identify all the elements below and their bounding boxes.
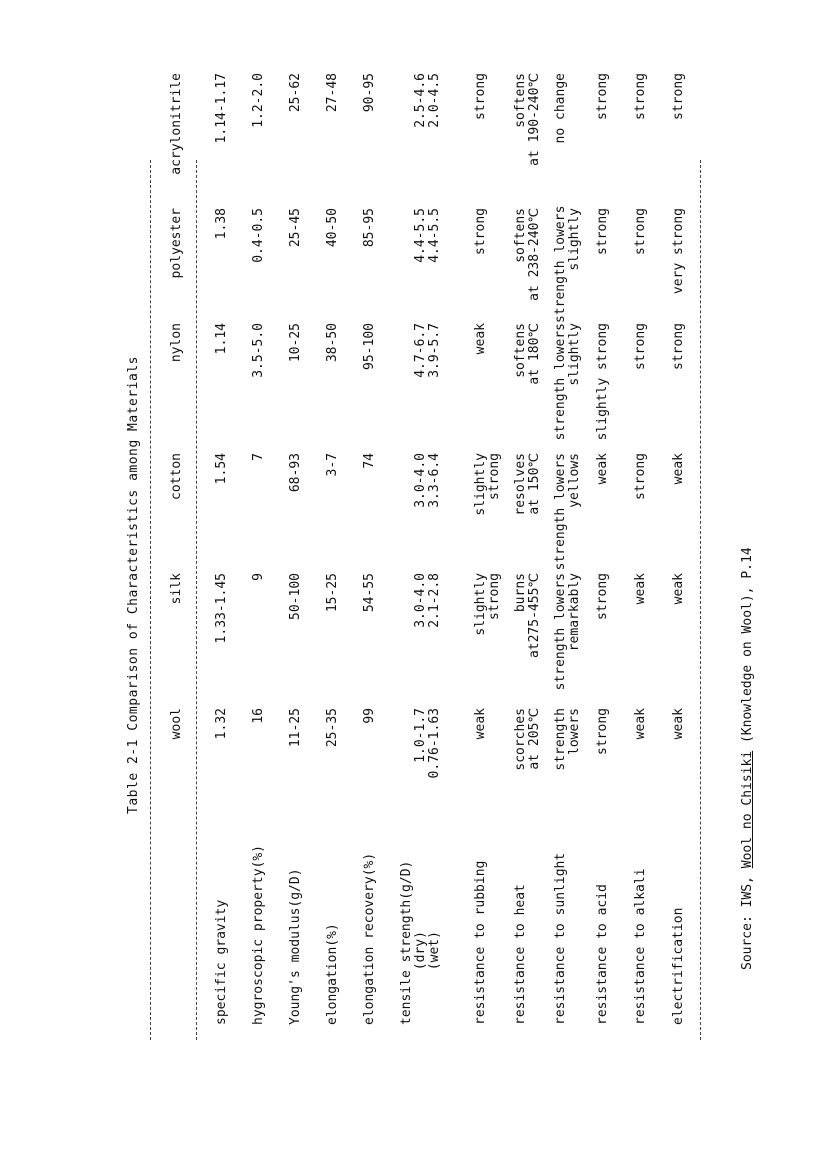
cell-acrylonitrile: 1.2-2.0 (251, 73, 266, 128)
row-label: tensile strength(g/D) (dry) (wet) (399, 860, 442, 1025)
cell-nylon: strong (671, 323, 686, 370)
cell-wool: weak (473, 708, 488, 740)
cell-nylon: 38-50 (325, 323, 340, 363)
cell-wool: strength lowers (553, 708, 582, 771)
cell-acrylonitrile: softens at 190-240℃ (513, 73, 542, 166)
cell-polyester: 85-95 (362, 208, 377, 248)
row-label: resistance to acid (595, 884, 610, 1025)
cell-silk: slightly strong (473, 573, 502, 636)
cell-nylon: 10-25 (288, 323, 303, 363)
cell-cotton: 7 (251, 453, 266, 461)
cell-acrylonitrile: 27-48 (325, 73, 340, 113)
col-header-nylon: nylon (169, 323, 184, 363)
row-label: resistance to rubbing (473, 860, 488, 1025)
cell-silk: weak (671, 573, 686, 605)
source-suffix: (Knowledge on Wool), P.14 (740, 547, 755, 751)
cell-cotton: 1.54 (214, 453, 229, 485)
row-label: Young's modulus(g/D) (288, 868, 303, 1025)
cell-acrylonitrile: no change (553, 73, 568, 144)
cell-cotton: resolves at 150℃ (513, 453, 542, 516)
cell-polyester: strong (473, 208, 488, 255)
title-rule (150, 160, 151, 1040)
cell-silk: burns at275-455℃ (513, 573, 542, 659)
row-label: specific gravity (214, 899, 229, 1025)
cell-wool: 1.32 (214, 708, 229, 740)
table-title: Table 2-1 Comparison of Characteristics among Materials (126, 356, 141, 814)
cell-silk: strong (595, 573, 610, 620)
cell-cotton: 3.0-4.0 3.3-6.4 (413, 453, 442, 508)
cell-polyester: 1.38 (214, 208, 229, 240)
cell-polyester: 25-45 (288, 208, 303, 248)
header-rule (196, 160, 197, 1040)
cell-polyester: strong (595, 208, 610, 255)
source-note (740, 547, 755, 970)
cell-wool: 1.0-1.7 0.76-1.63 (413, 708, 442, 779)
cell-nylon: strength lowers slightly (553, 323, 582, 441)
cell-polyester: softens at 238-240℃ (513, 208, 542, 301)
cell-nylon: softens at 180℃ (513, 323, 542, 385)
cell-polyester: very strong (671, 208, 686, 295)
col-header-cotton: cotton (169, 453, 184, 500)
cell-polyester: 0.4-0.5 (251, 208, 266, 263)
cell-wool: 16 (251, 708, 266, 724)
cell-acrylonitrile: strong (595, 73, 610, 120)
bottom-rule (700, 160, 701, 1040)
cell-silk: 50-100 (288, 573, 303, 620)
cell-nylon: strong (633, 323, 648, 370)
col-header-polyester: polyester (169, 208, 184, 279)
cell-silk: strength lowers remarkably (553, 573, 582, 691)
row-label: resistance to alkali (633, 868, 648, 1025)
cell-acrylonitrile: strong (671, 73, 686, 120)
row-label: elongation recovery(%) (362, 852, 377, 1025)
cell-acrylonitrile: 25-62 (288, 73, 303, 113)
cell-wool: 99 (362, 708, 377, 724)
cell-nylon: slightly strong (595, 323, 610, 441)
cell-polyester: 40-50 (325, 208, 340, 248)
cell-cotton: weak (595, 453, 610, 485)
source-prefix: Source: IWS, (740, 868, 755, 970)
cell-wool: scorches at 205℃ (513, 708, 542, 771)
cell-nylon: 3.5-5.0 (251, 323, 266, 378)
cell-silk: weak (633, 573, 648, 605)
cell-acrylonitrile: 2.5-4.6 2.0-4.5 (413, 73, 442, 128)
cell-wool: 25-35 (325, 708, 340, 748)
col-header-silk: silk (169, 573, 184, 605)
cell-silk: 1.33-1.45 (214, 573, 229, 644)
source-book-title: Wool no Chisiki (740, 750, 755, 869)
cell-silk: 54-55 (362, 573, 377, 613)
cell-wool: 11-25 (288, 708, 303, 748)
cell-acrylonitrile: strong (633, 73, 648, 120)
cell-silk: 15-25 (325, 573, 340, 613)
row-label: elongation(%) (325, 923, 340, 1025)
row-label: electrification (671, 907, 686, 1025)
cell-wool: weak (633, 708, 648, 740)
cell-nylon: 1.14 (214, 323, 229, 355)
cell-nylon: 95-100 (362, 323, 377, 370)
row-label: resistance to sunlight (553, 852, 568, 1025)
cell-acrylonitrile: strong (473, 73, 488, 120)
cell-wool: strong (595, 708, 610, 755)
cell-polyester: strong (633, 208, 648, 255)
col-header-acrylonitrile: acrylonitrile (169, 73, 184, 175)
cell-polyester: 4.4-5.5 4.4-5.5 (413, 208, 442, 263)
cell-silk: 9 (251, 573, 266, 581)
cell-cotton: slightly strong (473, 453, 502, 516)
col-header-wool: wool (169, 708, 184, 740)
cell-wool: weak (671, 708, 686, 740)
cell-acrylonitrile: 90-95 (362, 73, 377, 113)
cell-cotton: weak (671, 453, 686, 485)
cell-nylon: 4.7-6.7 3.9-5.7 (413, 323, 442, 378)
cell-cotton: strong (633, 453, 648, 500)
cell-acrylonitrile: 1.14-1.17 (214, 73, 229, 144)
row-label: hygroscopic property(%) (251, 844, 266, 1025)
cell-silk: 3.0-4.0 2.1-2.8 (413, 573, 442, 628)
cell-cotton: 74 (362, 453, 377, 469)
cell-cotton: strength lowers yellows (553, 453, 582, 571)
cell-polyester: strength lowers slightly (553, 205, 582, 323)
cell-cotton: 68-93 (288, 453, 303, 493)
cell-nylon: weak (473, 323, 488, 355)
row-label: resistance to heat (513, 884, 528, 1025)
cell-cotton: 3-7 (325, 453, 340, 477)
